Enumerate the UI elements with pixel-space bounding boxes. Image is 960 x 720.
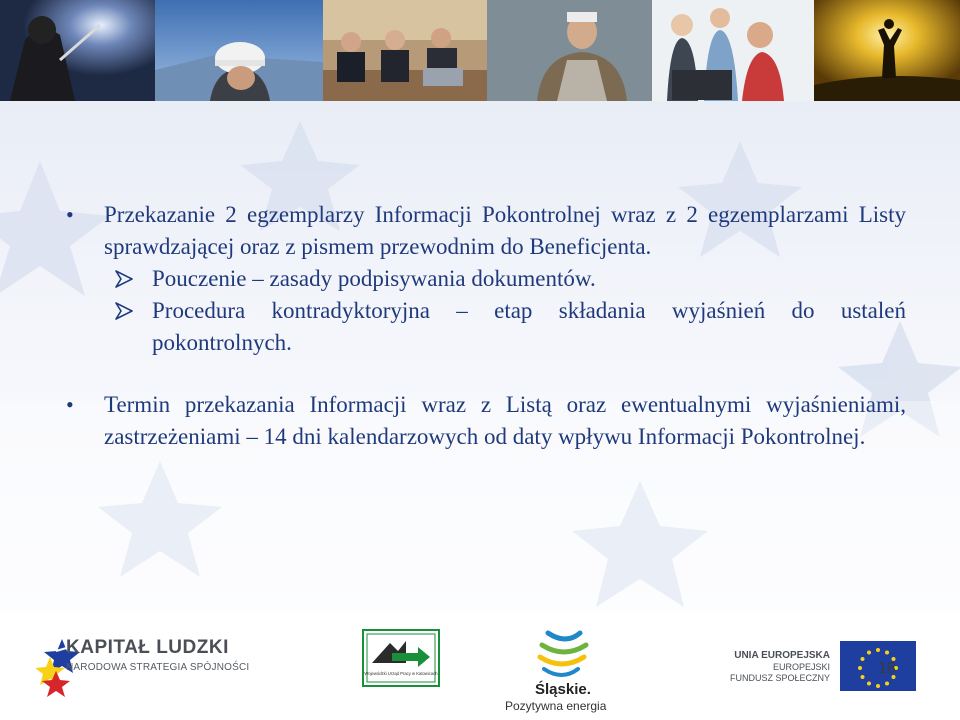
bullet-item <box>66 199 906 263</box>
slide-content <box>66 199 906 453</box>
sub-bullet-text: Procedura kontradyktoryjna – etap składania wyjaśnień do ustaleń pokontrolnych. <box>152 298 906 355</box>
photo-business-meeting <box>323 0 487 101</box>
eu-fund-line1: EUROPEJSKI <box>772 662 830 672</box>
slaskie-name: Śląskie. <box>535 681 591 698</box>
bullet-item <box>66 389 906 453</box>
arrow-bullet-icon <box>112 263 138 293</box>
wup-label: Wojewódzki Urząd Pracy w Katowicach <box>364 671 438 676</box>
header-photo-banner <box>0 0 960 101</box>
page-number: 18 <box>878 660 896 677</box>
photo-worker-elderly <box>487 0 652 101</box>
bullet-dot-icon: • <box>66 202 74 227</box>
photo-engineer-helmet <box>155 0 323 101</box>
footer-logos <box>0 611 960 720</box>
sub-bullet-item <box>66 295 906 359</box>
arrow-bullet-icon <box>112 295 138 325</box>
sub-bullet-item <box>66 263 906 295</box>
wup-katowice-logo-icon <box>362 629 440 687</box>
bullet-dot-icon: • <box>66 392 74 417</box>
bullet-text: Termin przekazania Informacji wraz z Listą oraz ewentualnymi wyjaśnieniami, zastrzeżeniami – 14 dni kalendarzowych od daty wpływu Informacji Pokontrolnej. <box>104 392 906 449</box>
kapital-ludzki-title: KAPITAŁ LUDZKI <box>66 637 229 658</box>
bullet-text: Przekazanie 2 egzemplarzy Informacji Pokontrolnej wraz z 2 egzemplarzami Listy sprawdzającej oraz z pismem przewodnim do Beneficjenta. <box>104 202 906 259</box>
photo-team-laptop <box>652 0 814 101</box>
eu-fund-line2: FUNDUSZ SPOŁECZNY <box>729 673 830 683</box>
kapital-ludzki-subtitle: NARODOWA STRATEGIA SPÓJNOŚCI <box>66 662 250 673</box>
slaskie-slogan: Pozytywna energia <box>505 699 607 713</box>
photo-welder <box>0 0 155 101</box>
sub-bullet-text: Pouczenie – zasady podpisywania dokumentów. <box>152 266 596 291</box>
photo-silhouette-sunset <box>814 0 960 101</box>
eu-text-block <box>700 649 830 684</box>
eu-union-label: UNIA EUROPEJSKA <box>734 650 830 661</box>
